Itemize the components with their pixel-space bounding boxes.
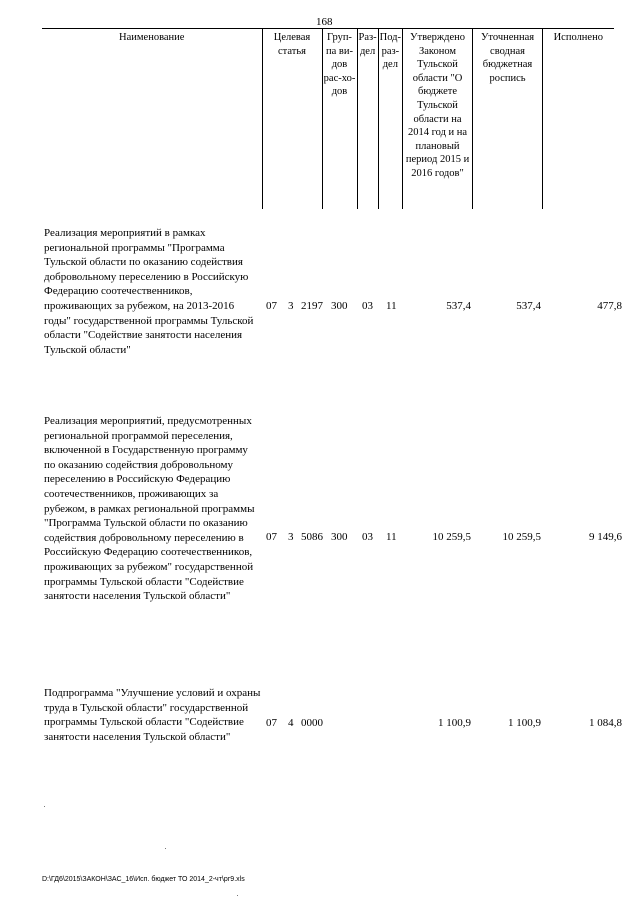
subsection: 11	[386, 300, 397, 312]
executed-amount: 9 149,6	[589, 531, 622, 543]
target-b: 4	[288, 717, 294, 729]
header-refined: Уточненная сводная бюджетная роспись	[473, 29, 543, 210]
target-c: 0000	[301, 717, 323, 729]
refined-amount: 1 100,9	[508, 717, 541, 729]
header-subsection: Под-раз-дел	[378, 29, 402, 210]
header-target-article: Целевая статья	[262, 29, 322, 210]
row-name: Реализация мероприятий в рамках региональной программы "Программа Тульской области по оказанию содействия добровольному переселению в Российскую Федерацию соотечественников, проживающих за рубежом, на 2013-2016 годы" государственной программы Тульской области "Содействие занятости населения Тульской области"	[44, 227, 254, 356]
target-b: 3	[288, 531, 294, 543]
row-name: Подпрограмма "Улучшение условий и охраны труда в Тульской области" государственной программы Тульской области "Содействие занятости населения Тульской области"	[44, 687, 261, 743]
scan-speck	[44, 806, 45, 807]
header-approved: Утверждено Законом Тульской области "О бюджете Тульской области на 2014 год и на плановый период 2015 и 2016 годов"	[403, 29, 473, 210]
header-section: Раз-дел	[357, 29, 378, 210]
file-path-footer: D:\ГД6\2015\ЗАКОН\ЗАС_16\Исп. бюджет ТО 2014_2-чт\рг9.xls	[42, 876, 245, 883]
approved-amount: 537,4	[446, 300, 471, 312]
section: 03	[362, 300, 373, 312]
target-c: 2197	[301, 300, 323, 312]
header-expense-group: Груп-па ви-дов рас-хо-дов	[322, 29, 357, 210]
subsection: 11	[386, 531, 397, 543]
target-a: 07	[266, 300, 277, 312]
table-header	[42, 28, 614, 209]
page-number: 168	[316, 16, 333, 28]
header-name: Наименование	[42, 29, 262, 210]
target-a: 07	[266, 717, 277, 729]
expense-group: 300	[331, 300, 348, 312]
header-executed: Исполнено	[543, 29, 614, 210]
section: 03	[362, 531, 373, 543]
target-a: 07	[266, 531, 277, 543]
refined-amount: 10 259,5	[502, 531, 541, 543]
approved-amount: 10 259,5	[432, 531, 471, 543]
refined-amount: 537,4	[516, 300, 541, 312]
target-b: 3	[288, 300, 294, 312]
expense-group: 300	[331, 531, 348, 543]
row-name: Реализация мероприятий, предусмотренных региональной программой переселения, включенной в Государственную программу по оказанию содействия добровольному переселению в Российскую Федерацию соотечественников, проживающих за рубежом, в рамках региональной программы "Программа Тульской области по оказанию содействия добровольному переселению в Российскую Федерацию соотечественников, проживающих за рубежом" государственной программы Тульской области "Содействие занятости населения Тульской области"	[44, 415, 255, 603]
scan-speck	[237, 895, 238, 896]
target-c: 5086	[301, 531, 323, 543]
executed-amount: 477,8	[597, 300, 622, 312]
executed-amount: 1 084,8	[589, 717, 622, 729]
approved-amount: 1 100,9	[438, 717, 471, 729]
scan-speck	[165, 848, 166, 849]
